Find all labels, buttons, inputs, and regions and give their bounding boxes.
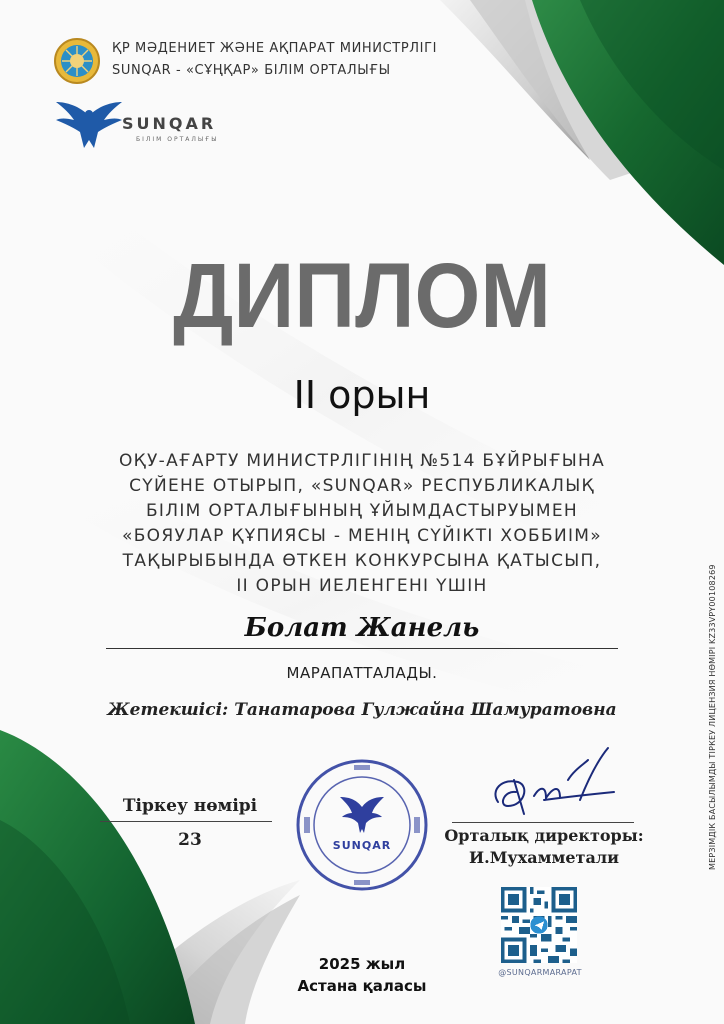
registration-line bbox=[100, 821, 272, 822]
director-title: Орталық директоры: bbox=[444, 826, 644, 845]
center-name-heading: SUNQAR - «СҰҢҚАР» БІЛІМ ОРТАЛЫҒЫ bbox=[112, 63, 391, 78]
body-line-3: БІЛІМ ОРТАЛЫҒЫНЫҢ ҰЙЫМДАСТЫРУЫМЕН bbox=[145, 501, 579, 521]
ministry-heading: ҚР МӘДЕНИЕТ ЖӘНЕ АҚПАРАТ МИНИСТРЛІГІ bbox=[112, 41, 438, 56]
footer-city: Астана қаласы bbox=[297, 977, 427, 995]
director-signature-icon bbox=[484, 740, 624, 825]
supervisor-label: Жетекшісі: Танатарова Гулжайна Шамуратовна bbox=[107, 700, 617, 720]
registration-label: Тіркеу нөмірі bbox=[122, 796, 258, 816]
body-line-1: ОҚУ-АҒАРТУ МИНИСТРЛІГІНІҢ №514 БҰЙРЫҒЫНА bbox=[118, 451, 606, 471]
body-line-2: СҮЙЕНЕ ОТЫРЫП, «SUNQAR» РЕСПУБЛИКАЛЫҚ bbox=[129, 476, 595, 496]
registration-number: 23 bbox=[178, 830, 202, 850]
kazakhstan-emblem-icon bbox=[54, 38, 100, 84]
diploma-title: ДИПЛОМ bbox=[173, 245, 551, 347]
body-line-6: II ОРЫН ИЕЛЕНГЕНІ ҮШІН bbox=[236, 576, 488, 596]
body-line-5: ТАҚЫРЫБЫНДА ӨТКЕН КОНКУРСЫНА ҚАТЫСЫП, bbox=[122, 551, 602, 571]
license-number-text: МЕРЗІМДІК БАСЫЛЫМДЫ ТІРКЕУ ЛИЦЕНЗИЯ НӨМІРІ KZ33VPY00108269 bbox=[708, 564, 717, 870]
director-name: И.Мухамметали bbox=[469, 848, 619, 867]
qr-code-icon bbox=[501, 887, 577, 963]
logo-tagline: БІЛІМ ОРТАЛЫҒЫ bbox=[136, 136, 219, 143]
logo-wordmark: SUNQAR bbox=[122, 114, 217, 133]
awarded-label: МАРАПАТТАЛАДЫ. bbox=[286, 664, 438, 682]
recipient-underline bbox=[106, 648, 618, 649]
sunqar-eagle-logo-icon bbox=[54, 96, 124, 154]
footer-year: 2025 жыл bbox=[318, 955, 406, 973]
stamp-wordmark: SUNQAR bbox=[332, 839, 392, 852]
director-signature-line bbox=[452, 822, 634, 823]
social-handle: @SUNQARMARAPAT bbox=[498, 968, 582, 977]
official-stamp-icon bbox=[294, 757, 430, 893]
body-line-4: «БОЯУЛАР ҚҰПИЯСЫ - МЕНІҢ СҮЙІКТІ ХОББИІМ» bbox=[122, 526, 602, 546]
place-label: II орын bbox=[293, 373, 431, 417]
recipient-name: Болат Жанель bbox=[244, 613, 480, 643]
